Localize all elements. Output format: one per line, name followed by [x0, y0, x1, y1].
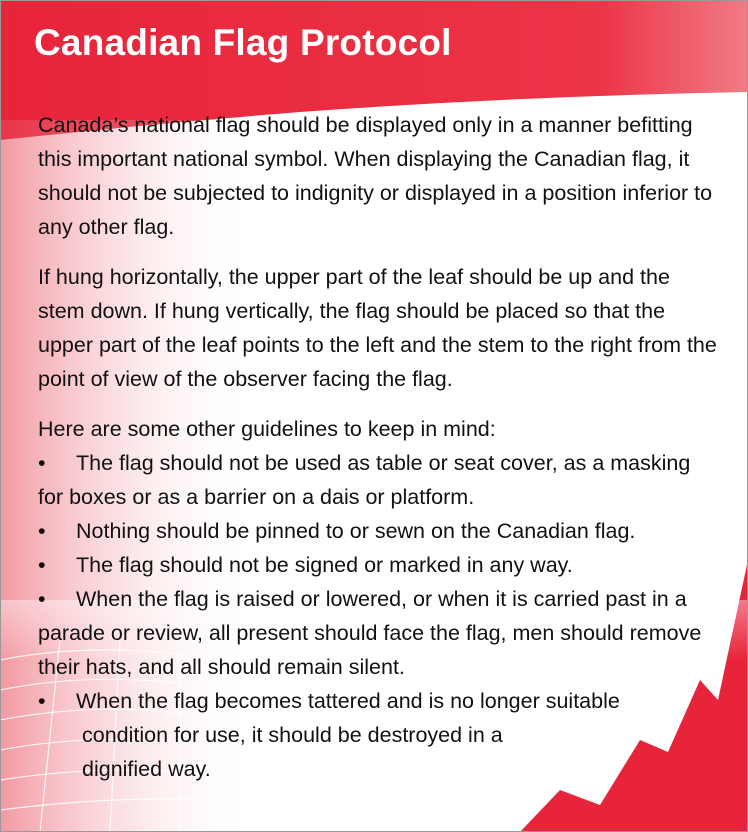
paragraph-orientation: If hung horizontally, the upper part of the leaf should be up and the stem down. If hung vertically, the flag should be placed so that the upper part of the leaf points to the left and the stem to the right from the point of view of the observer facing the flag.	[38, 265, 717, 391]
list-item	[38, 684, 718, 786]
list-item-text: The flag should not be used as table or seat cover, as a masking for boxes or as a barrier on a dais or platform.	[38, 451, 691, 509]
list-item-text-line1: When the flag becomes tattered and is no longer suitable	[76, 689, 620, 713]
paragraph-intro: Canada’s national flag should be displayed only in a manner befitting this important national symbol. When displaying the Canadian flag, it should not be subjected to indignity or displayed in a position inferior to any other flag.	[38, 113, 713, 239]
list-item	[38, 514, 718, 548]
guidelines-intro: Here are some other guidelines to keep in mind:	[38, 417, 496, 441]
bullet-icon: •	[38, 519, 46, 543]
list-item	[38, 446, 718, 514]
list-item-text: Nothing should be pinned to or sewn on the Canadian flag.	[76, 519, 636, 543]
bullet-icon: •	[38, 451, 46, 475]
guidelines-list	[38, 446, 718, 786]
content-body	[38, 108, 718, 786]
list-item	[38, 582, 718, 684]
page-title: Canadian Flag Protocol	[34, 22, 452, 63]
list-item-text: The flag should not be signed or marked in any way.	[76, 553, 573, 577]
list-item-text-line2: condition for use, it should be destroyed in a	[82, 723, 503, 747]
list-item-text: When the flag is raised or lowered, or when it is carried past in a parade or review, all present should face the flag, men should remove their hats, and all should remain silent.	[38, 587, 702, 679]
bullet-icon: •	[38, 689, 46, 713]
list-item	[38, 548, 718, 582]
list-item-text-line3: dignified way.	[82, 757, 211, 781]
bullet-icon: •	[38, 587, 46, 611]
bullet-icon: •	[38, 553, 46, 577]
